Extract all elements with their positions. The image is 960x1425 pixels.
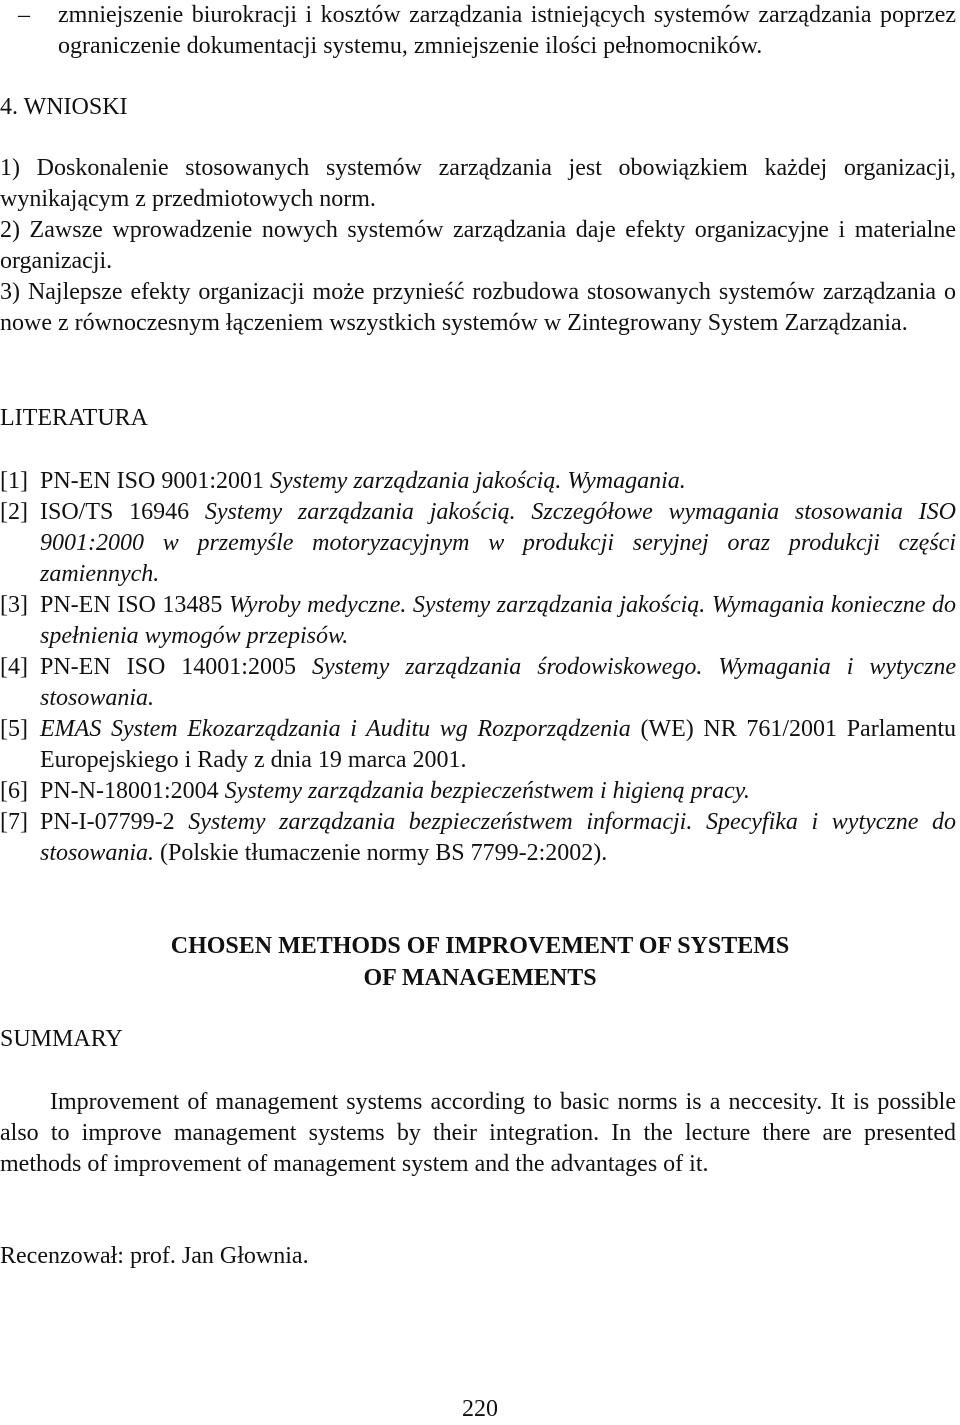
reference-suffix: (WE) NR 761/2001 Parlamentu Europejskiego i Rady z dnia 19 marca 2001. (40, 716, 957, 773)
reference-title: Systemy zarządzania bezpieczeństwem informacji. Specyfika i wytyczne do stosowania. (40, 809, 957, 866)
english-title (0, 930, 960, 994)
reference-item (0, 714, 956, 776)
reference-number: [4] (0, 654, 28, 680)
english-title-line: CHOSEN METHODS OF IMPROVEMENT OF SYSTEMS (170, 933, 790, 959)
reference-item (0, 466, 956, 497)
reference-number: [7] (0, 809, 28, 835)
references-list (0, 466, 956, 869)
reference-item (0, 807, 956, 869)
reference-title: Systemy zarządzania jakością. Szczegółowe wymagania stosowania ISO 9001:2000 w przemyśle motoryzacyjnym w produkcji seryjnej oraz produkcji części zamiennych. (40, 499, 956, 587)
conclusion-item: 2) Zawsze wprowadzenie nowych systemów zarządzania daje efekty organizacyjne i materialne organizacji. (0, 217, 956, 274)
page-number: 220 (462, 1396, 498, 1422)
reference-number: [1] (0, 468, 28, 494)
reviewer-note: Recenzował: prof. Jan Głownia. (0, 1243, 309, 1269)
conclusion-item: 3) Najlepsze efekty organizacji może przynieść rozbudowa stosowanych systemów zarządzania o nowe z równoczesnym łączeniem wszystkich systemów w Zintegrowany System Zarządzania. (0, 279, 956, 336)
bullet-dash: – (18, 2, 30, 28)
reference-item (0, 776, 956, 807)
conclusion-item: 1) Doskonalenie stosowanych systemów zarządzania jest obowiązkiem każdej organizacji, wynikającym z przedmiotowych norm. (0, 155, 956, 212)
reference-title: EMAS System Ekozarządzania i Auditu wg Rozporządzenia (40, 716, 631, 742)
reference-item (0, 590, 956, 652)
reference-prefix: PN-N-18001:2004 (40, 778, 225, 804)
reference-title: Systemy zarządzania jakością. Wymagania. (270, 468, 686, 494)
reference-number: [5] (0, 716, 28, 742)
reference-title: Wyroby medyczne. Systemy zarządzania jakością. Wymagania konieczne do spełnienia wymogów przepisów. (40, 592, 956, 649)
bullet-item (18, 0, 956, 62)
reference-title: Systemy zarządzania środowiskowego. Wymagania i wytyczne stosowania. (40, 654, 956, 711)
reference-number: [6] (0, 778, 28, 804)
reference-item (0, 652, 956, 714)
reference-prefix: PN-EN ISO 13485 (40, 592, 229, 618)
section-heading-conclusions: 4. WNIOSKI (0, 94, 128, 120)
summary-text: Improvement of management systems according to basic norms is a neccesity. It is possible also to improve management systems by their integration. In the lecture there are presented methods of improvement of management system and the advantages of it. (0, 1089, 956, 1177)
reference-suffix: (Polskie tłumaczenie normy BS 7799-2:2002). (154, 840, 608, 866)
summary-heading: SUMMARY (0, 1026, 123, 1052)
english-title-line: OF MANAGEMENTS (363, 965, 597, 991)
reference-title: Systemy zarządzania bezpieczeństwem i higieną pracy. (224, 778, 750, 804)
reference-item (0, 497, 956, 590)
reference-prefix: PN-I-07799-2 (40, 809, 189, 835)
bullet-text: zmniejszenie biurokracji i kosztów zarządzania istniejących systemów zarządzania poprzez ograniczenie dokumentacji systemu, zmniejszenie ilości pełnomocników. (58, 2, 956, 59)
reference-number: [3] (0, 592, 28, 618)
conclusions-list (0, 153, 956, 339)
reference-prefix: PN-EN ISO 9001:2001 (40, 468, 271, 494)
reference-number: [2] (0, 499, 28, 525)
reference-prefix: PN-EN ISO 14001:2005 (40, 654, 312, 680)
reference-prefix: ISO/TS 16946 (40, 499, 205, 525)
section-heading-literature: LITERATURA (0, 405, 148, 431)
